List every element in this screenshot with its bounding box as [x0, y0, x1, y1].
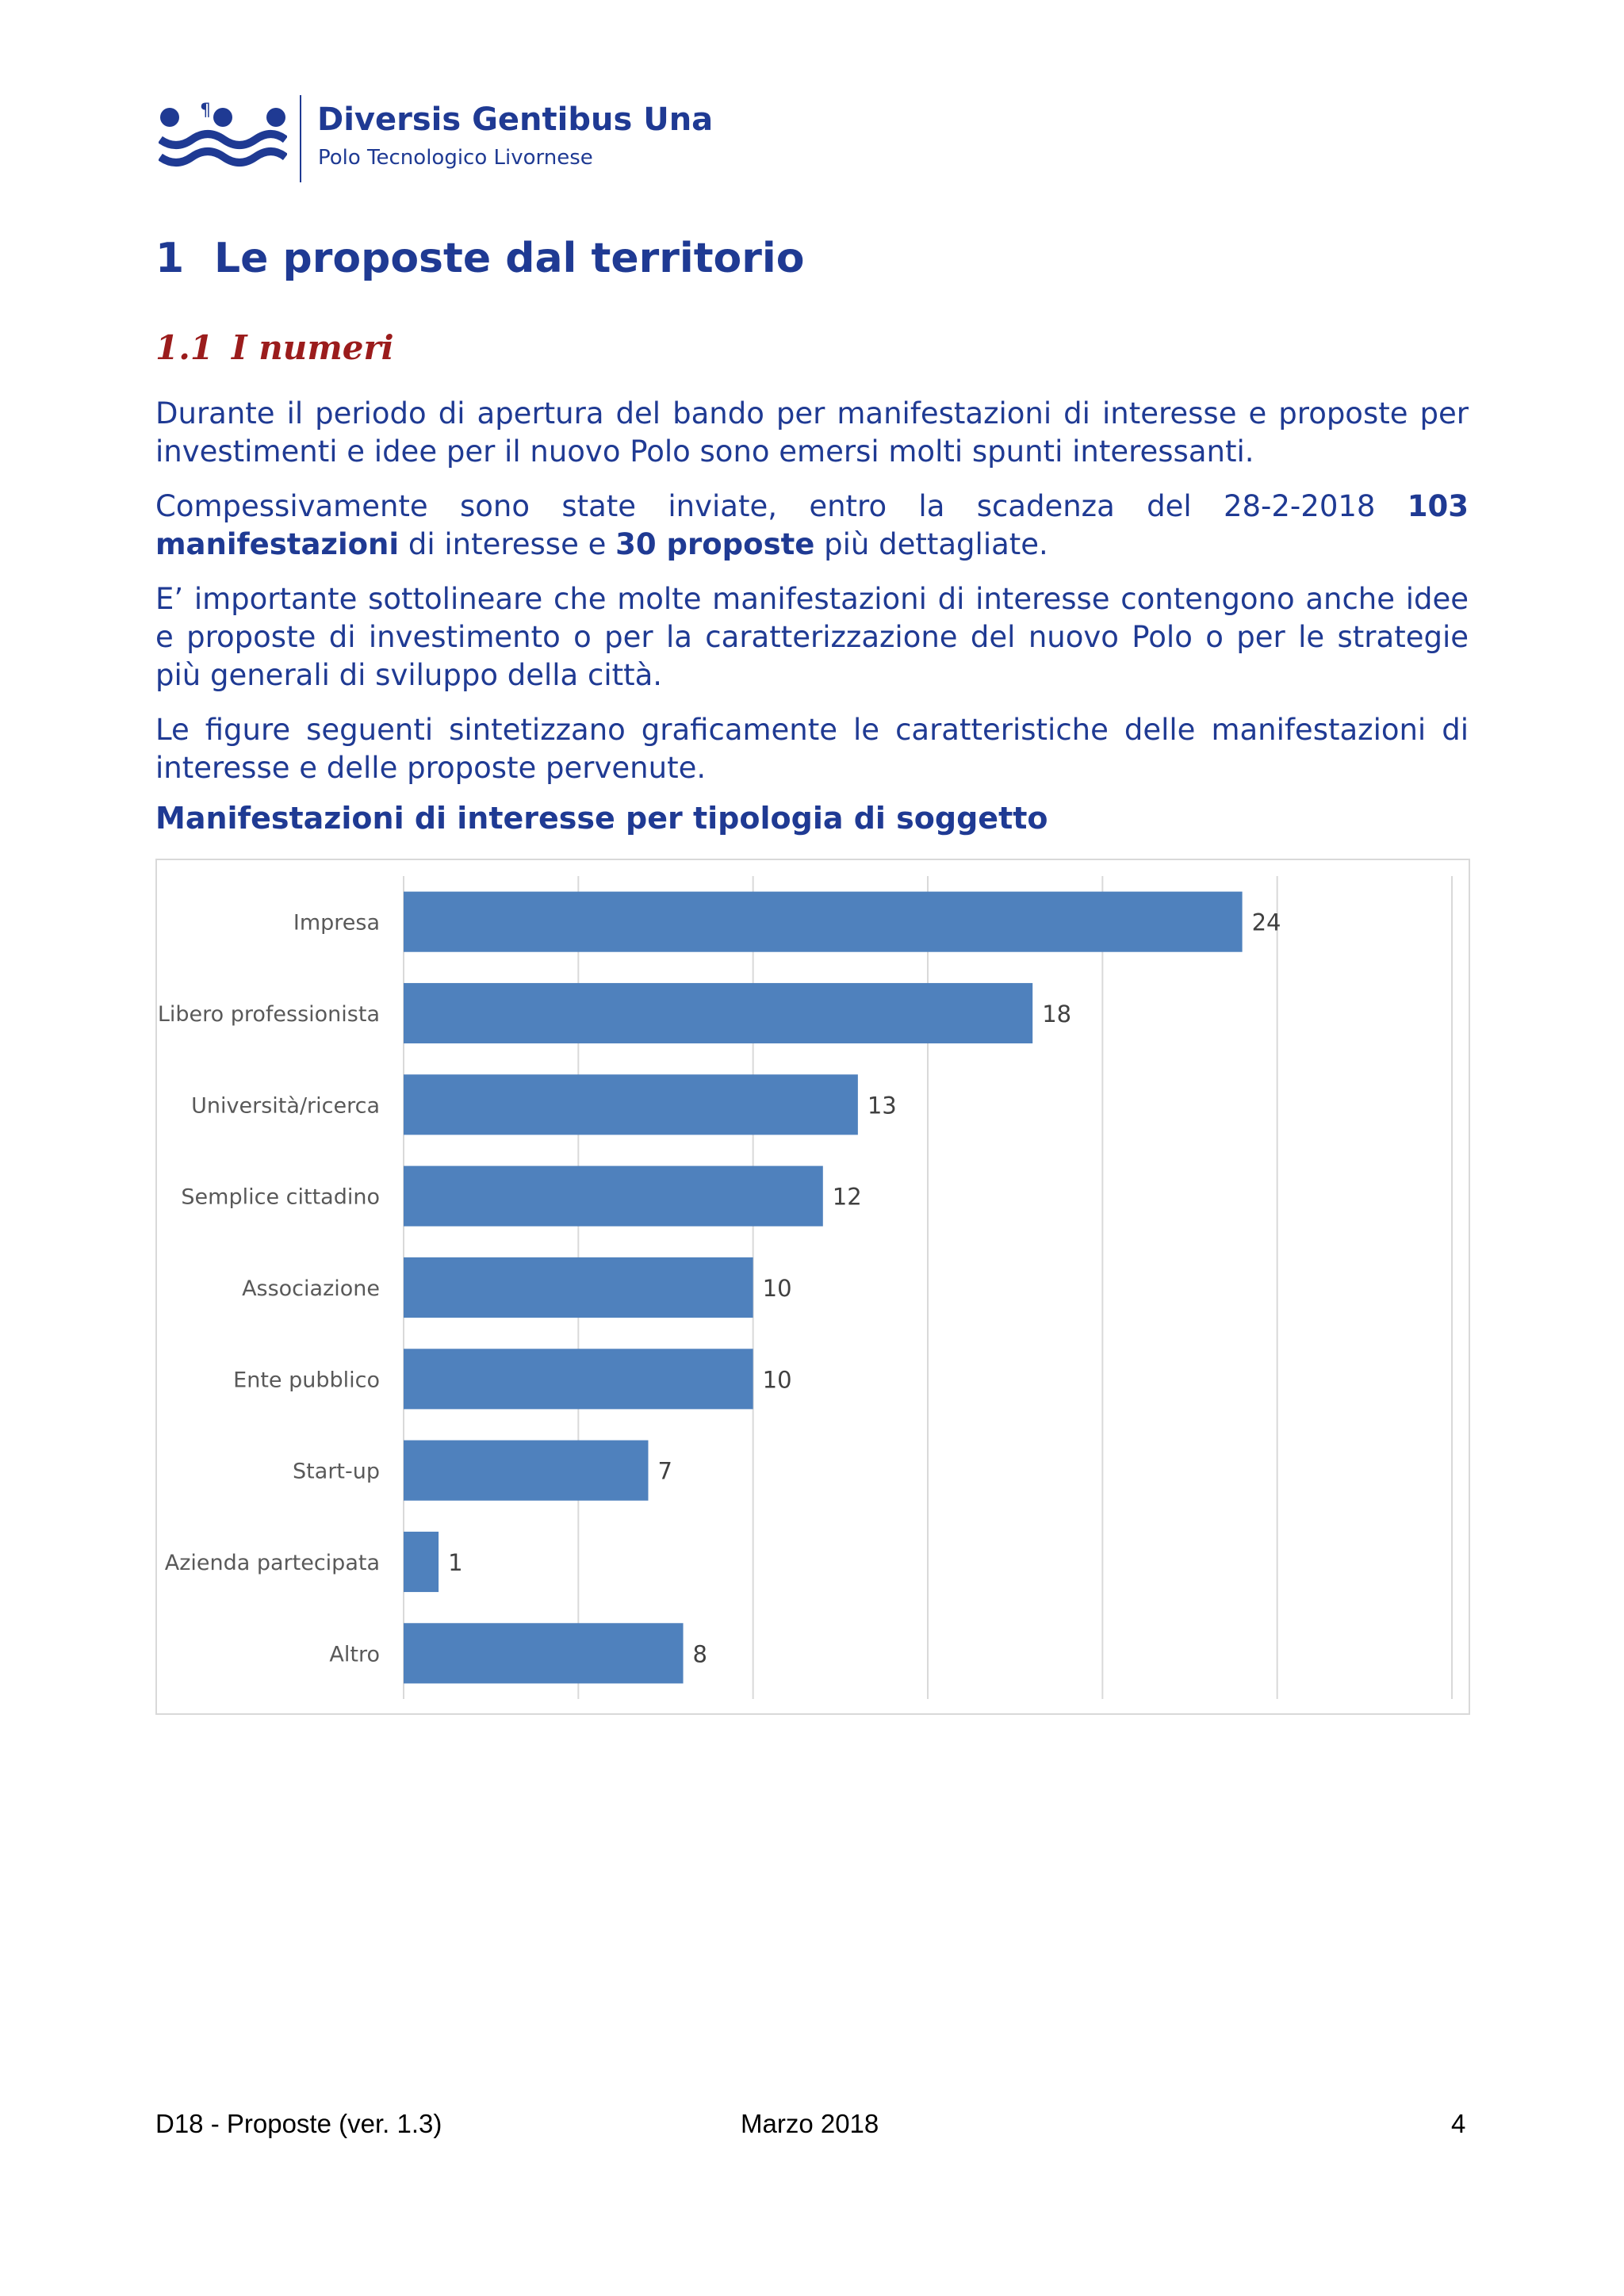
bar: [404, 1623, 684, 1683]
section-heading: [155, 235, 804, 282]
paragraph-totals: [155, 488, 1469, 564]
bar: [404, 1532, 439, 1592]
section-number: 1: [155, 235, 185, 282]
category-label: Start-up: [293, 1459, 380, 1484]
svg-text:¶: ¶: [200, 101, 211, 121]
data-label: 24: [1251, 909, 1281, 936]
totals-text-c: di interesse e: [399, 527, 616, 561]
paragraph-intro: Durante il periodo di apertura del bando per manifestazioni di interesse e proposte per investimenti e idee per il nuovo Polo sono emersi molti spunti interessanti.: [155, 396, 1469, 469]
bar: [404, 1257, 753, 1318]
bar: [404, 1349, 753, 1409]
section-title: Le proposte dal territorio: [214, 235, 805, 282]
category-label: Impresa: [293, 910, 380, 936]
category-label: Ente pubblico: [233, 1368, 380, 1393]
bar: [404, 1441, 648, 1501]
bar-chart-svg: [157, 860, 1469, 1713]
data-label: 12: [832, 1183, 862, 1211]
totals-text-e: più dettagliate.: [814, 527, 1048, 561]
data-label: 13: [867, 1092, 897, 1119]
data-label: 10: [762, 1366, 792, 1394]
category-label: Azienda partecipata: [164, 1551, 380, 1575]
category-label: Università/ricerca: [191, 1093, 380, 1119]
data-label: 7: [657, 1457, 672, 1485]
bar: [404, 1166, 823, 1226]
data-label: 8: [692, 1640, 707, 1668]
footer-date: Marzo 2018: [741, 2109, 879, 2138]
figure-title: Manifestazioni di interesse per tipologia di soggetto: [155, 801, 1048, 836]
bar: [404, 983, 1032, 1043]
subsection-number: 1.1: [155, 328, 214, 367]
logo-divider: [300, 95, 301, 182]
totals-manifestazioni: 103 manifestazioni: [155, 489, 1469, 561]
footer-page-number: 4: [1451, 2109, 1466, 2138]
category-label: Associazione: [242, 1276, 380, 1301]
data-label: 1: [448, 1549, 463, 1576]
paragraph-figures: Le figure seguenti sintetizzano graficamente le caratteristiche delle manifestazioni di interesse e delle proposte pervenute.: [155, 713, 1469, 785]
bar: [404, 1074, 858, 1135]
bar: [404, 892, 1243, 952]
header-logo: [159, 95, 714, 182]
subsection-heading: [155, 328, 394, 367]
logo-title: Diversis Gentibus Una: [317, 101, 714, 138]
category-label: Libero professionista: [157, 1002, 380, 1027]
paragraph-note: E’ importante sottolineare che molte manifestazioni di interesse contengono anche idee e proposte di investimento o per la caratterizzazione del nuovo Polo o per le strategie più generali di sviluppo della città.: [155, 582, 1469, 692]
totals-text-a: Compessivamente sono state inviate, entro la scadenza del 28-2-2018: [155, 489, 1408, 523]
category-label: Semplice cittadino: [181, 1184, 380, 1210]
data-label: 18: [1042, 1001, 1072, 1027]
logo-subtitle: Polo Tecnologico Livornese: [318, 146, 593, 170]
category-label: Altro: [329, 1642, 380, 1667]
bar-chart: [155, 859, 1470, 1715]
subsection-title: I numeri: [232, 328, 394, 367]
totals-proposte: 30 proposte: [615, 527, 815, 561]
logo-waves-icon: [159, 100, 287, 171]
data-label: 10: [762, 1275, 792, 1302]
footer-doc-id: D18 - Proposte (ver. 1.3): [155, 2109, 442, 2138]
